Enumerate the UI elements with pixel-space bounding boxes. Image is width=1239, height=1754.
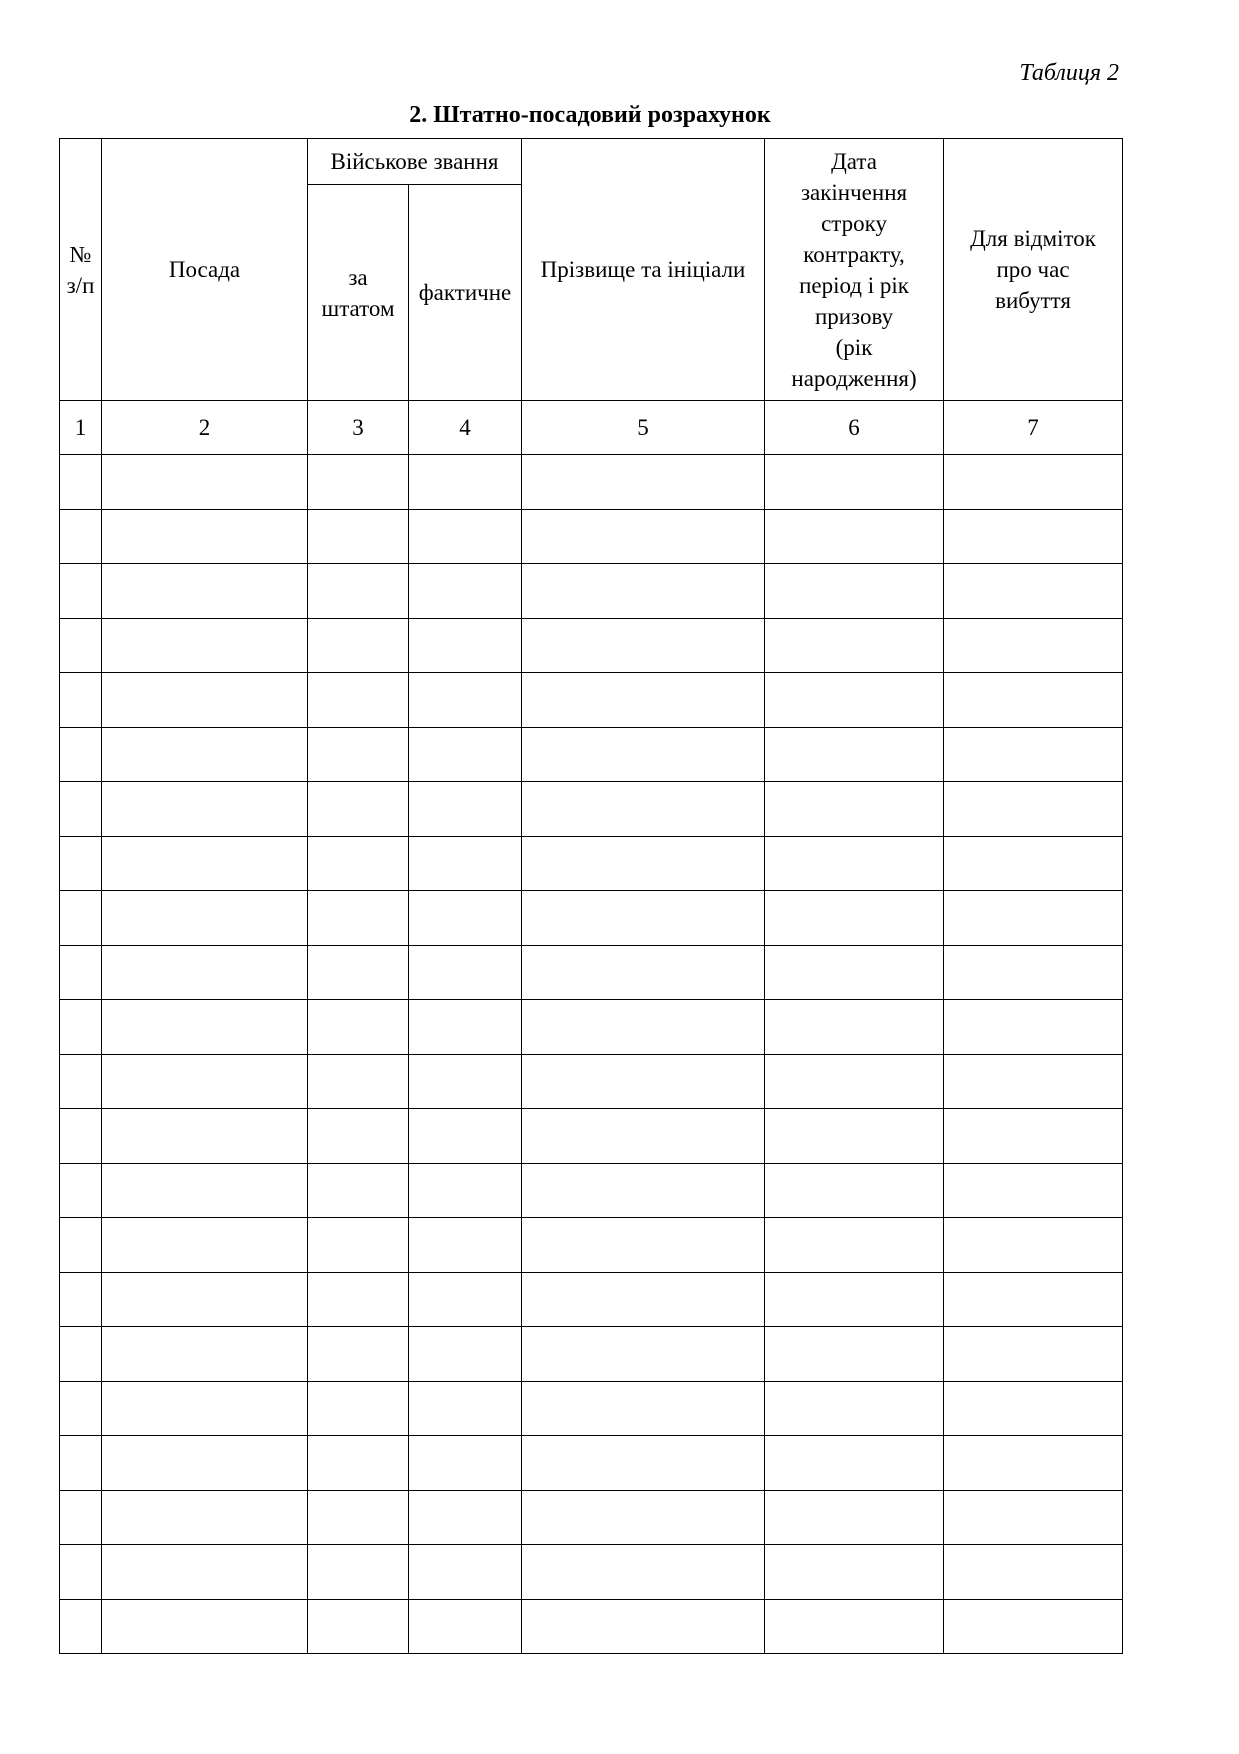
column-number: 2 <box>102 401 308 455</box>
table-cell[interactable] <box>765 673 944 728</box>
table-cell[interactable] <box>409 1054 522 1109</box>
table-cell[interactable] <box>308 1218 409 1273</box>
table-cell[interactable] <box>102 1272 308 1327</box>
column-number: 6 <box>765 401 944 455</box>
table-cell[interactable] <box>102 891 308 946</box>
table-cell[interactable] <box>102 836 308 891</box>
table-row <box>60 1327 1123 1382</box>
table-row <box>60 618 1123 673</box>
table-cell[interactable] <box>765 1436 944 1491</box>
table-cell[interactable] <box>409 836 522 891</box>
column-number: 7 <box>944 401 1123 455</box>
table-cell[interactable] <box>522 1381 765 1436</box>
table-cell[interactable] <box>765 455 944 510</box>
header-name: Прізвище та ініціали <box>522 139 765 401</box>
table-cell[interactable] <box>308 1109 409 1164</box>
table-cell[interactable] <box>765 1054 944 1109</box>
table-cell[interactable] <box>60 564 102 619</box>
table-cell[interactable] <box>308 891 409 946</box>
table-cell[interactable] <box>765 618 944 673</box>
table-cell[interactable] <box>765 1163 944 1218</box>
table-cell[interactable] <box>409 891 522 946</box>
table-cell[interactable] <box>102 618 308 673</box>
table-cell[interactable] <box>522 891 765 946</box>
table-cell[interactable] <box>60 455 102 510</box>
table-cell[interactable] <box>522 1599 765 1654</box>
table-cell[interactable] <box>60 618 102 673</box>
table-cell[interactable] <box>102 455 308 510</box>
table-cell[interactable] <box>102 564 308 619</box>
table-cell[interactable] <box>60 782 102 837</box>
table-cell[interactable] <box>409 564 522 619</box>
table-cell[interactable] <box>308 782 409 837</box>
header-rank-actual: фактичне <box>409 185 522 401</box>
table-cell[interactable] <box>308 1381 409 1436</box>
table-cell[interactable] <box>409 509 522 564</box>
table-cell[interactable] <box>102 727 308 782</box>
table-row <box>60 1054 1123 1109</box>
table-cell[interactable] <box>409 727 522 782</box>
table-cell[interactable] <box>102 1436 308 1491</box>
table-cell[interactable] <box>60 1327 102 1382</box>
table-cell[interactable] <box>409 945 522 1000</box>
table-cell[interactable] <box>944 1000 1123 1055</box>
column-number: 1 <box>60 401 102 455</box>
table-cell[interactable] <box>308 1545 409 1600</box>
table-cell[interactable] <box>60 1381 102 1436</box>
table-row <box>60 891 1123 946</box>
table-cell[interactable] <box>102 1054 308 1109</box>
table-cell[interactable] <box>765 1000 944 1055</box>
table-cell[interactable] <box>308 455 409 510</box>
table-cell[interactable] <box>60 891 102 946</box>
header-rank-group: Військове звання <box>308 139 522 185</box>
table-cell[interactable] <box>60 1272 102 1327</box>
table-cell[interactable] <box>944 945 1123 1000</box>
table-cell[interactable] <box>102 1545 308 1600</box>
table-cell[interactable] <box>409 1109 522 1164</box>
staffing-table <box>59 138 1123 1654</box>
table-cell[interactable] <box>409 1000 522 1055</box>
table-row <box>60 1000 1123 1055</box>
table-cell[interactable] <box>102 1163 308 1218</box>
table-cell[interactable] <box>944 673 1123 728</box>
table-cell[interactable] <box>765 727 944 782</box>
table-cell[interactable] <box>522 945 765 1000</box>
table-cell[interactable] <box>308 727 409 782</box>
table-cell[interactable] <box>522 1218 765 1273</box>
table-row <box>60 1381 1123 1436</box>
table-row <box>60 727 1123 782</box>
table-cell[interactable] <box>765 1490 944 1545</box>
table-cell[interactable] <box>944 1109 1123 1164</box>
table-cell[interactable] <box>765 1381 944 1436</box>
table-cell[interactable] <box>409 1490 522 1545</box>
table-cell[interactable] <box>409 782 522 837</box>
table-cell[interactable] <box>522 1545 765 1600</box>
table-cell[interactable] <box>308 1163 409 1218</box>
table-cell[interactable] <box>522 564 765 619</box>
table-cell[interactable] <box>60 1000 102 1055</box>
table-cell[interactable] <box>60 673 102 728</box>
table-cell[interactable] <box>409 1218 522 1273</box>
header-num: № з/п <box>60 139 102 401</box>
page-title: 2. Штатно-посадовий розрахунок <box>409 102 771 128</box>
table-cell[interactable] <box>765 1599 944 1654</box>
table-cell[interactable] <box>944 727 1123 782</box>
table-cell[interactable] <box>60 1218 102 1273</box>
table-cell[interactable] <box>944 509 1123 564</box>
table-cell[interactable] <box>522 1490 765 1545</box>
table-cell[interactable] <box>765 836 944 891</box>
table-cell[interactable] <box>308 1599 409 1654</box>
table-row <box>60 1272 1123 1327</box>
table-cell[interactable] <box>522 1000 765 1055</box>
column-number: 3 <box>308 401 409 455</box>
table-cell[interactable] <box>409 1272 522 1327</box>
table-cell[interactable] <box>60 1109 102 1164</box>
table-cell[interactable] <box>60 945 102 1000</box>
table-cell[interactable] <box>409 1599 522 1654</box>
header-notes: Для відміток про час вибуття <box>944 139 1123 401</box>
table-row <box>60 673 1123 728</box>
table-cell[interactable] <box>944 1218 1123 1273</box>
table-cell[interactable] <box>944 618 1123 673</box>
table-row <box>60 564 1123 619</box>
table-cell[interactable] <box>102 509 308 564</box>
table-cell[interactable] <box>522 1109 765 1164</box>
table-cell[interactable] <box>522 836 765 891</box>
table-cell[interactable] <box>308 1272 409 1327</box>
table-cell[interactable] <box>522 618 765 673</box>
table-cell[interactable] <box>60 509 102 564</box>
table-cell[interactable] <box>765 1545 944 1600</box>
table-cell[interactable] <box>308 618 409 673</box>
table-cell[interactable] <box>409 1163 522 1218</box>
table-cell[interactable] <box>522 455 765 510</box>
table-cell[interactable] <box>308 673 409 728</box>
table-cell[interactable] <box>765 509 944 564</box>
table-cell[interactable] <box>60 1163 102 1218</box>
table-cell[interactable] <box>60 1436 102 1491</box>
table-cell[interactable] <box>308 1490 409 1545</box>
table-cell[interactable] <box>944 564 1123 619</box>
table-row <box>60 1599 1123 1654</box>
table-cell[interactable] <box>522 1272 765 1327</box>
table-cell[interactable] <box>944 782 1123 837</box>
table-row <box>60 455 1123 510</box>
table-cell[interactable] <box>765 1218 944 1273</box>
table-cell[interactable] <box>765 1109 944 1164</box>
column-number-row <box>60 401 1123 455</box>
table-cell[interactable] <box>308 1436 409 1491</box>
table-cell[interactable] <box>308 564 409 619</box>
table-cell[interactable] <box>522 727 765 782</box>
table-row <box>60 1490 1123 1545</box>
table-cell[interactable] <box>944 1272 1123 1327</box>
table-cell[interactable] <box>102 782 308 837</box>
table-cell[interactable] <box>102 1218 308 1273</box>
table-cell[interactable] <box>308 1327 409 1382</box>
table-cell[interactable] <box>522 782 765 837</box>
table-cell[interactable] <box>522 509 765 564</box>
table-cell[interactable] <box>308 1054 409 1109</box>
table-cell[interactable] <box>944 1054 1123 1109</box>
table-cell[interactable] <box>102 1327 308 1382</box>
table-cell[interactable] <box>944 1490 1123 1545</box>
table-cell[interactable] <box>765 1327 944 1382</box>
table-cell[interactable] <box>765 945 944 1000</box>
table-cell[interactable] <box>409 618 522 673</box>
table-cell[interactable] <box>409 1327 522 1382</box>
table-cell[interactable] <box>944 891 1123 946</box>
table-cell[interactable] <box>765 1272 944 1327</box>
header-position: Посада <box>102 139 308 401</box>
table-cell[interactable] <box>308 836 409 891</box>
table-row <box>60 782 1123 837</box>
table-cell[interactable] <box>102 1109 308 1164</box>
header-rank-staff: за штатом <box>308 185 409 401</box>
table-cell[interactable] <box>102 1599 308 1654</box>
table-cell[interactable] <box>944 455 1123 510</box>
table-row <box>60 1109 1123 1164</box>
table-cell[interactable] <box>522 1327 765 1382</box>
table-cell[interactable] <box>308 945 409 1000</box>
table-row <box>60 1436 1123 1491</box>
table-cell[interactable] <box>60 1490 102 1545</box>
table-cell[interactable] <box>60 1054 102 1109</box>
table-cell[interactable] <box>102 945 308 1000</box>
table-cell[interactable] <box>102 1381 308 1436</box>
table-cell[interactable] <box>522 1054 765 1109</box>
table-row <box>60 836 1123 891</box>
table-cell[interactable] <box>765 564 944 619</box>
table-row <box>60 1218 1123 1273</box>
table-cell[interactable] <box>409 1436 522 1491</box>
table-cell[interactable] <box>409 673 522 728</box>
table-row <box>60 509 1123 564</box>
table-cell[interactable] <box>522 1163 765 1218</box>
table-row <box>60 1163 1123 1218</box>
table-cell[interactable] <box>522 1436 765 1491</box>
table-cell[interactable] <box>409 1545 522 1600</box>
table-row <box>60 945 1123 1000</box>
table-cell[interactable] <box>308 1000 409 1055</box>
table-cell[interactable] <box>765 891 944 946</box>
table-cell[interactable] <box>944 1327 1123 1382</box>
table-row <box>60 1545 1123 1600</box>
column-number: 5 <box>522 401 765 455</box>
table-cell[interactable] <box>944 1381 1123 1436</box>
table-cell[interactable] <box>409 1381 522 1436</box>
column-number: 4 <box>409 401 522 455</box>
table-label: Таблиця 2 <box>1019 60 1119 86</box>
table-cell[interactable] <box>944 836 1123 891</box>
header-date: Дата закінчення строку контракту, період і рік призову (рік народження) <box>765 139 944 401</box>
table-cell[interactable] <box>522 673 765 728</box>
table-cell[interactable] <box>944 1599 1123 1654</box>
table-cell[interactable] <box>60 1545 102 1600</box>
table-cell[interactable] <box>944 1545 1123 1600</box>
table-cell[interactable] <box>102 673 308 728</box>
table-cell[interactable] <box>60 836 102 891</box>
table-cell[interactable] <box>60 1599 102 1654</box>
table-cell[interactable] <box>60 727 102 782</box>
table-cell[interactable] <box>102 1490 308 1545</box>
table-cell[interactable] <box>944 1436 1123 1491</box>
table-cell[interactable] <box>409 455 522 510</box>
table-cell[interactable] <box>765 782 944 837</box>
table-cell[interactable] <box>102 1000 308 1055</box>
table-cell[interactable] <box>944 1163 1123 1218</box>
table-cell[interactable] <box>308 509 409 564</box>
